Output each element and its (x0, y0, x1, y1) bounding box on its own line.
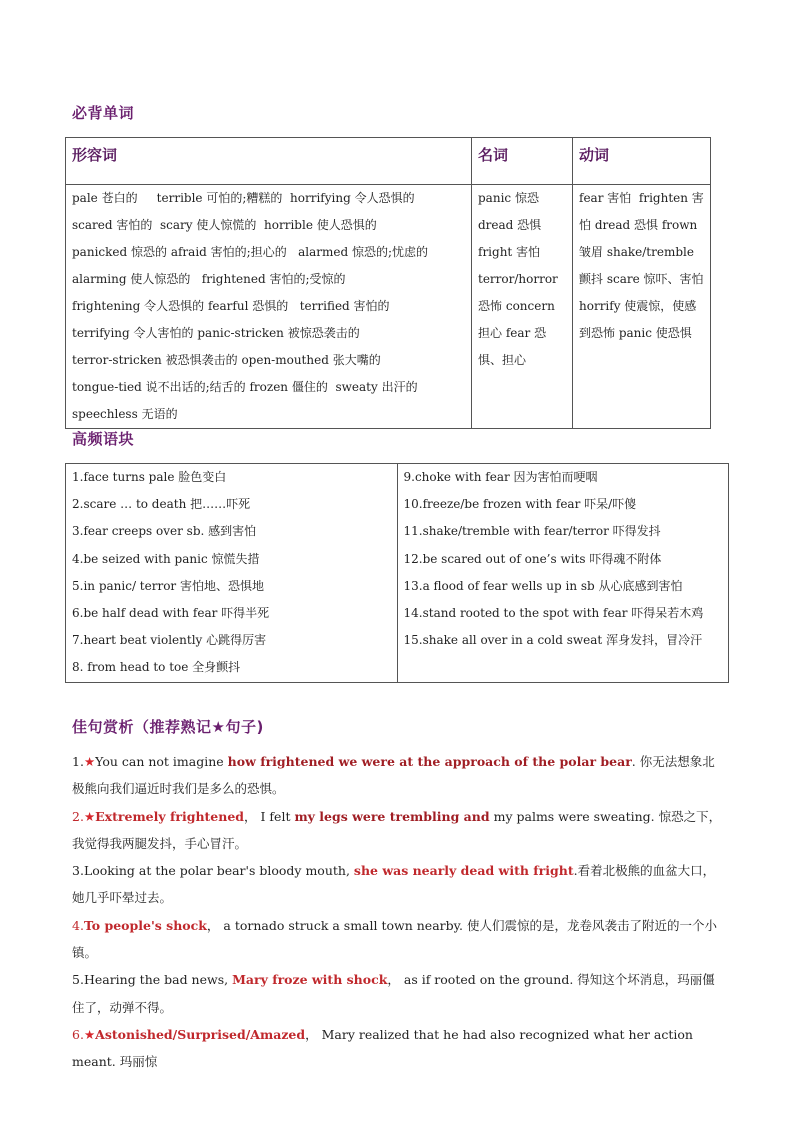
sentence-highlight: Astonished/Surprised/Amazed (95, 1026, 306, 1042)
sentence-number: 6. (72, 1026, 84, 1042)
star-icon: ★ (83, 1026, 96, 1042)
phrase-item: 8. from head to toe 全身颤抖 (72, 660, 241, 675)
verb-word: fear 害怕 (579, 191, 632, 205)
verb-word: dread 恐惧 (594, 218, 659, 232)
verb-word: frown 皱眉 (579, 218, 698, 259)
phrase-item: 14.stand rooted to the spot with fear 吓得呆若木鸡 (403, 606, 704, 621)
phrase-item: 2.scare … to death 把……吓死 (72, 497, 251, 512)
sentence-text: . 你无法想象北极熊向我们逼近时我们是多么的恐惧。 (72, 754, 715, 797)
sentence-6 (72, 1021, 724, 1076)
vocab-table (65, 137, 711, 429)
phrase-item: 5.in panic/ terror 害怕地、恐惧地 (72, 578, 264, 593)
sentence-highlight: my legs were trembling and (294, 808, 490, 824)
phrase-item: 3.fear creeps over sb. 感到害怕 (72, 524, 257, 539)
phrase-item: 9.choke with fear 因为害怕而哽咽 (403, 470, 598, 484)
verb-word: frighten 害怕 (579, 191, 704, 232)
adj-word: horrible 使人恐惧的 (264, 218, 377, 232)
sentence-text: Hearing the bad news, (83, 972, 233, 988)
adj-word: afraid 害怕的;担心的 (170, 245, 287, 259)
sentence-highlight: Extremely frightened (95, 808, 245, 824)
sentence-text: my palms were sweating. 惊恐之下，我觉得我两腿发抖，手心冒汗。 (72, 808, 722, 851)
header-noun: 名词 (472, 138, 573, 185)
adj-word: terrifying 令人害怕的 (72, 326, 194, 340)
adj-word: scary 使人惊慌的 (160, 218, 257, 232)
sentence-1 (72, 748, 724, 803)
section-title-phrases: 高频语块 (72, 430, 135, 448)
adj-word: sweaty 出汗的 (335, 380, 418, 394)
adj-word: frightening 令人恐惧的 (72, 299, 205, 313)
adj-word: speechless 无语的 (72, 407, 178, 421)
adjective-cell (66, 185, 472, 429)
adj-word: frozen 僵住的 (249, 380, 328, 394)
phrase-item: 13.a flood of fear wells up in sb 从心底感到害怕 (403, 578, 683, 593)
sentence-text: ， as if rooted on the ground. 得知这个坏消息，玛丽僵住了，动弹不得。 (72, 972, 715, 1015)
adj-word: fearful 恐惧的 (207, 299, 289, 313)
sentence-highlight: Mary froze with shock (232, 972, 388, 988)
adj-word: panic-stricken 被惊恐袭击的 (197, 326, 360, 340)
sentence-number: 2. (72, 808, 84, 824)
star-icon: ★ (83, 808, 96, 824)
verb-word: horrify 使震惊，使感到恐怖 (579, 299, 697, 340)
adj-word: horrifying 令人恐惧的 (290, 191, 415, 205)
noun-word: dread 恐惧 (478, 218, 542, 232)
adj-word: terrible 可怕的;糟糕的 (156, 191, 283, 205)
phrase-item: 10.freeze/be frozen with fear 吓呆/吓傻 (403, 497, 637, 512)
phrase-item: 12.be scared out of one’s wits 吓得魂不附体 (403, 551, 662, 566)
noun-cell (472, 185, 573, 429)
phrase-table (65, 463, 729, 683)
verb-word: scare 惊吓、害怕 (606, 272, 704, 286)
noun-word: panic 惊恐 (478, 191, 539, 205)
noun-word: fear 恐惧、担心 (478, 326, 547, 367)
adj-word: terrified 害怕的 (299, 299, 390, 313)
sentence-number: 4. (72, 917, 84, 933)
verb-cell (573, 185, 711, 429)
adj-word: frightened 害怕的;受惊的 (201, 272, 346, 286)
adj-word: alarmed 惊恐的;忧虑的 (298, 245, 429, 259)
sentence-number: 3. (72, 863, 84, 879)
header-adjective: 形容词 (66, 138, 472, 185)
adj-word: scared 害怕的 (72, 218, 153, 232)
sentence-5 (72, 966, 724, 1021)
phrase-item: 6.be half dead with fear 吓得半死 (72, 606, 270, 621)
sentence-3 (72, 857, 724, 912)
sentence-highlight: To people's shock (83, 917, 207, 933)
sentence-text: ， Mary realized that he had also recognized what her action meant. 玛丽惊 (72, 1026, 693, 1070)
phrase-column-right (397, 464, 729, 683)
phrase-item: 7.heart beat violently 心跳得厉害 (72, 633, 267, 648)
sentence-list (72, 748, 724, 1076)
sentence-number: 5. (72, 972, 84, 988)
phrase-item: 15.shake all over in a cold sweat 浑身发抖，冒冷汗 (403, 633, 703, 648)
sentence-text: ， a tornado struck a small town nearby. 使人们震惊的是，龙卷风袭击了附近的一个小镇。 (72, 917, 717, 961)
adj-word: pale 苍白的 (72, 191, 138, 205)
verb-word: shake/tremble 颤抖 (579, 245, 694, 286)
adj-word: alarming 使人惊恐的 (72, 272, 191, 286)
section-title-sentences: 佳句赏析（推荐熟记★句子) (72, 718, 264, 736)
sentence-4 (72, 912, 724, 967)
noun-word: terror/horror 恐怖 (478, 272, 558, 313)
adj-word: terror-stricken 被恐惧袭击的 (72, 353, 238, 367)
sentence-number: 1. (72, 754, 84, 769)
sentence-2 (72, 803, 724, 858)
sentence-text: You can not imagine (95, 754, 228, 769)
sentence-highlight: how frightened we were at the approach of the polar bear (227, 754, 632, 769)
adj-word: open-mouthed 张大嘴的 (241, 353, 381, 367)
star-icon: ★ (83, 754, 96, 769)
noun-word: concern 担心 (478, 299, 555, 340)
sentence-text: ， I felt (244, 808, 295, 824)
section-title-vocab: 必背单词 (72, 104, 135, 122)
verb-word: panic 使恐惧 (618, 326, 692, 340)
phrase-column-left (66, 464, 398, 683)
sentence-text: Looking at the polar bear's bloody mouth, (83, 863, 354, 879)
adj-word: panicked 惊恐的 (72, 245, 167, 259)
sentence-highlight: she was nearly dead with fright (353, 863, 574, 879)
phrase-item: 4.be seized with panic 惊慌失措 (72, 551, 260, 566)
sentence-text: .看着北极熊的血盆大口，她几乎吓晕过去。 (72, 863, 716, 906)
adj-word: tongue-tied 说不出话的;结舌的 (72, 380, 246, 394)
phrase-item: 1.face turns pale 脸色变白 (72, 470, 227, 484)
header-verb: 动词 (573, 138, 711, 185)
noun-word: fright 害怕 (478, 245, 541, 259)
phrase-item: 11.shake/tremble with fear/terror 吓得发抖 (403, 524, 661, 539)
